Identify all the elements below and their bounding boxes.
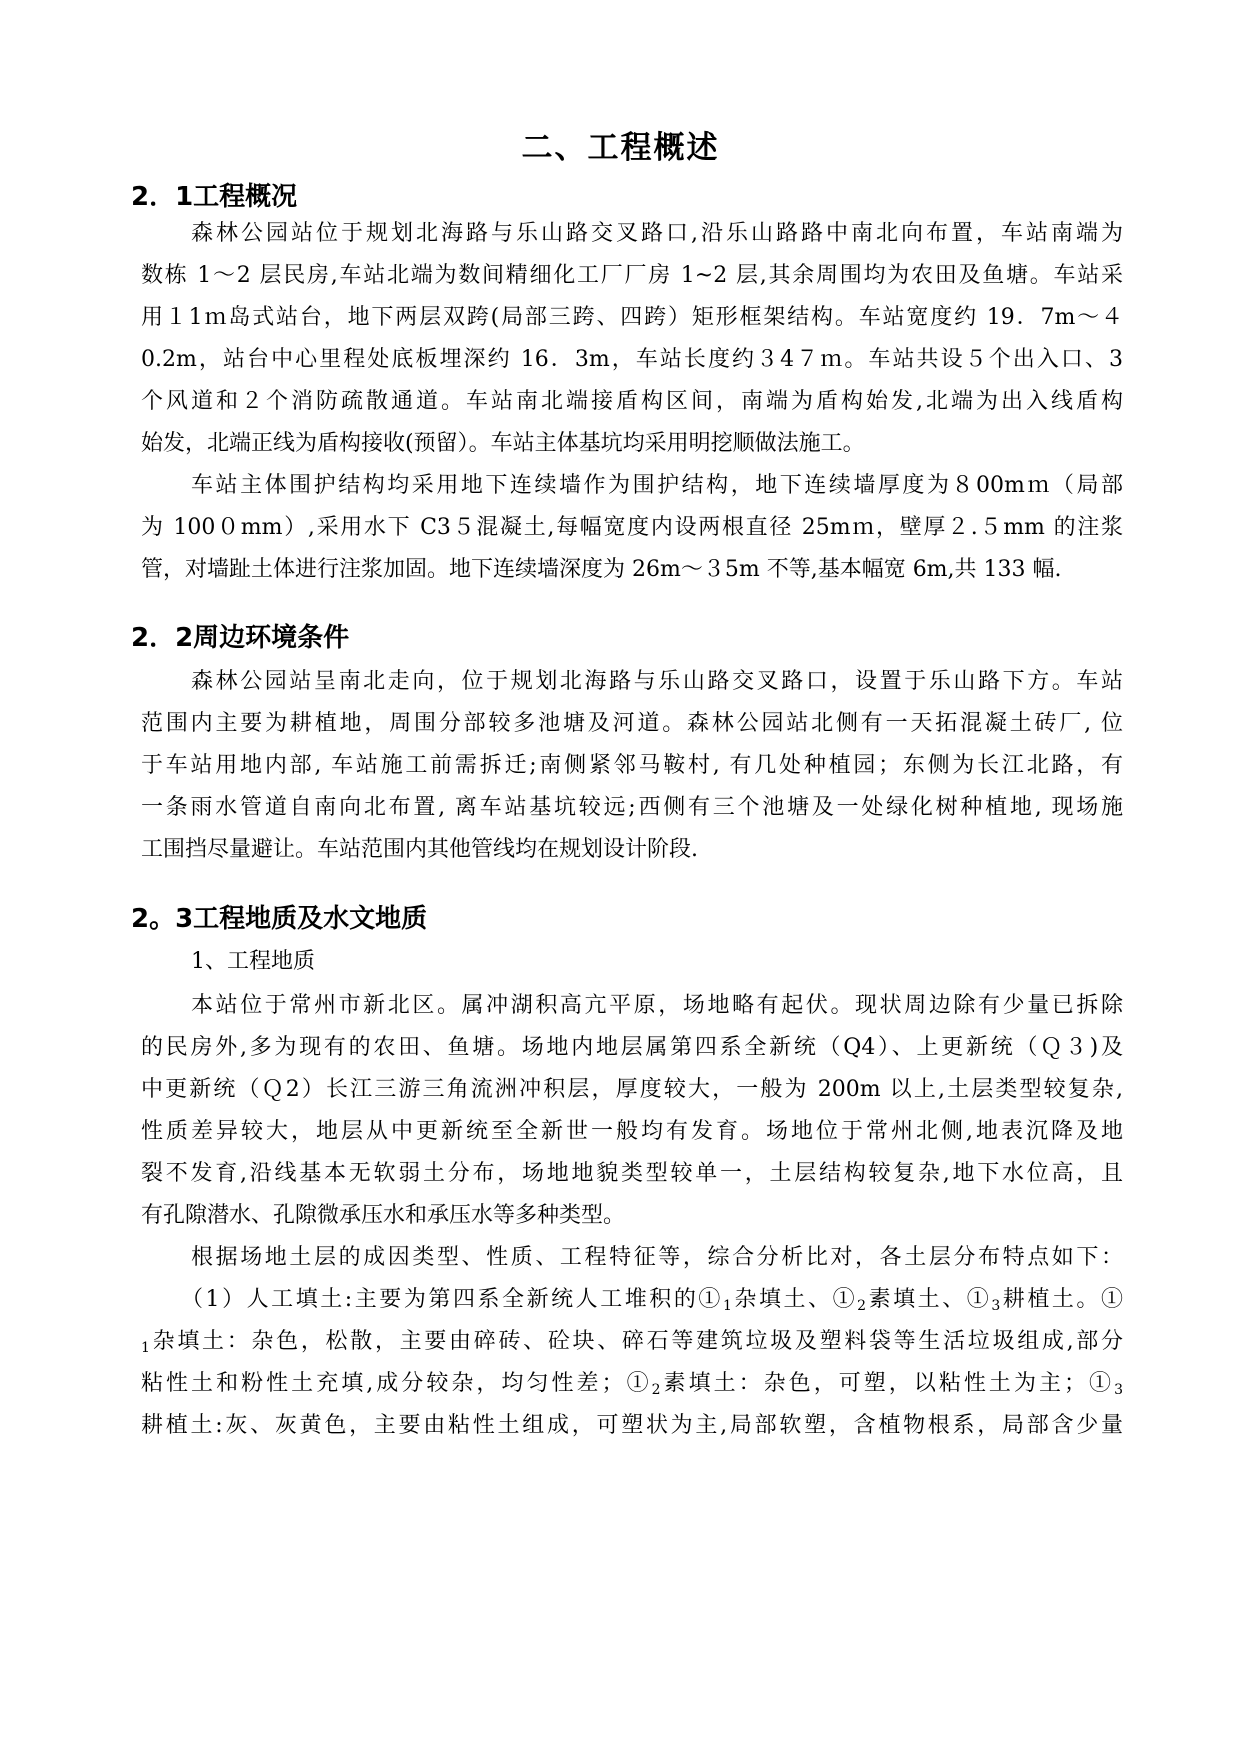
- subscript: 1: [141, 1340, 150, 1356]
- paragraph-line: 本站位于常州市新北区。属冲湖积高亢平原，场地略有起伏。现状周边除有少量已拆除: [191, 993, 1123, 1018]
- fill-layer-text: 素填土：杂色，可塑，以粘性土为主；①: [660, 1371, 1115, 1396]
- fill-layer-text: 素填土、①: [866, 1287, 992, 1312]
- subscript: 1: [722, 1298, 732, 1314]
- paragraph-line: 为 100０mm）,采用水下 C3５混凝土,每幅宽度内设两根直径 25mｍ，壁厚２.５mm 的注浆: [141, 515, 1123, 540]
- paragraph-line: 一条雨水管道自南向北布置, 离车站基坑较远;西侧有三个池塘及一处绿化树种植地, 现场施: [141, 795, 1123, 820]
- paragraph-line: 车站主体围护结构均采用地下连续墙作为围护结构，地下连续墙厚度为８00mｍ（局部: [191, 473, 1123, 498]
- paragraph-line: 森林公园站位于规划北海路与乐山路交叉路口,沿乐山路路中南北向布置，车站南端为: [191, 221, 1123, 246]
- paragraph-line: 于车站用地内部, 车站施工前需拆迁;南侧紧邻马鞍村, 有几处种植园；东侧为长江北路，有: [141, 753, 1123, 778]
- paragraph-line: 始发，北端正线为盾构接收(预留）。车站主体基坑均采用明挖顺做法施工。: [141, 431, 865, 456]
- section-heading-2-2: 2．2周边环境条件: [131, 623, 350, 653]
- fill-layer-text: 杂填土：杂色，松散，主要由碎砖、砼块、碎石等建筑垃圾及塑料袋等生活垃圾组成,部分: [149, 1329, 1123, 1354]
- paragraph-line: 有孔隙潜水、孔隙微承压水和承压水等多种类型。: [141, 1203, 626, 1228]
- fill-layer-text: 杂填土、①: [731, 1287, 858, 1312]
- fill-layer-text: 耕植土。①: [1000, 1287, 1123, 1312]
- fill-layer-line-3: [141, 1369, 1123, 1399]
- paragraph-line: 的民房外,多为现有的农田、鱼塘。场地内地层属第四系全新统（Q4）、上更新统（Ｑ３)及: [141, 1035, 1123, 1060]
- fill-layer-text: 粘性土和粉性土充填,成分较杂，均匀性差；①: [141, 1371, 652, 1396]
- paragraph-line: 裂不发育,沿线基本无软弱土分布，场地地貌类型较单一，土层结构较复杂,地下水位高，且: [141, 1161, 1123, 1186]
- subsection-heading: 1、工程地质: [191, 949, 315, 974]
- paragraph-line: 管，对墙趾土体进行注浆加固。地下连续墙深度为 26m～３5m 不等,基本幅宽 6m,共 133 幅.: [141, 557, 1062, 582]
- fill-layer-text: （1）人工填土:主要为第四系全新统人工堆积的①: [181, 1287, 723, 1312]
- paragraph-line: 数栋 1～2 层民房,车站北端为数间精细化工厂厂房 1~2 层,其余周围均为农田及鱼塘。车站采: [141, 263, 1123, 288]
- paragraph-line: 根据场地土层的成因类型、性质、工程特征等，综合分析比对，各土层分布特点如下：: [191, 1245, 1123, 1270]
- paragraph-line: 0.2m，站台中心里程处底板埋深约 16．3m，车站长度约３4７ｍ。车站共设５个出入口、3: [141, 347, 1123, 372]
- paragraph-line: 中更新统（Ｑ2）长江三游三角流洲冲积层，厚度较大，一般为 200m 以上,土层类型较复杂,: [141, 1077, 1123, 1102]
- paragraph-line: 范围内主要为耕植地，周围分部较多池塘及河道。森林公园站北侧有一天拓混凝土砖厂, 位: [141, 711, 1123, 736]
- paragraph-line: 个风道和２个消防疏散通道。车站南北端接盾构区间，南端为盾构始发,北端为出入线盾构: [141, 389, 1123, 414]
- subscript: 2: [857, 1298, 867, 1314]
- subscript: 2: [651, 1382, 661, 1398]
- subscript: 3: [991, 1298, 1001, 1314]
- paragraph-line: 性质差异较大，地层从中更新统至全新世一般均有发育。场地位于常州北侧,地表沉降及地: [141, 1119, 1123, 1144]
- section-heading-2-3: 2。3工程地质及水文地质: [131, 904, 428, 934]
- section-heading-2-1: 2．1工程概况: [131, 182, 298, 212]
- fill-layer-line-4: 耕植土:灰、灰黄色，主要由粘性土组成，可塑状为主,局部软塑，含植物根系，局部含少量: [141, 1413, 1123, 1438]
- paragraph-line: 工围挡尽量避让。车站范围内其他管线均在规划设计阶段.: [141, 837, 698, 862]
- fill-layer-line-1: [181, 1285, 1123, 1315]
- paragraph-line: 森林公园站呈南北走向，位于规划北海路与乐山路交叉路口，设置于乐山路下方。车站: [191, 669, 1123, 694]
- fill-layer-line-2: [141, 1327, 1123, 1357]
- page-title: 二、工程概述: [521, 130, 720, 166]
- subscript: 3: [1114, 1382, 1123, 1398]
- paragraph-line: 用１1ｍ岛式站台，地下两层双跨(局部三跨、四跨）矩形框架结构。车站宽度约 19．7m～４: [141, 305, 1123, 330]
